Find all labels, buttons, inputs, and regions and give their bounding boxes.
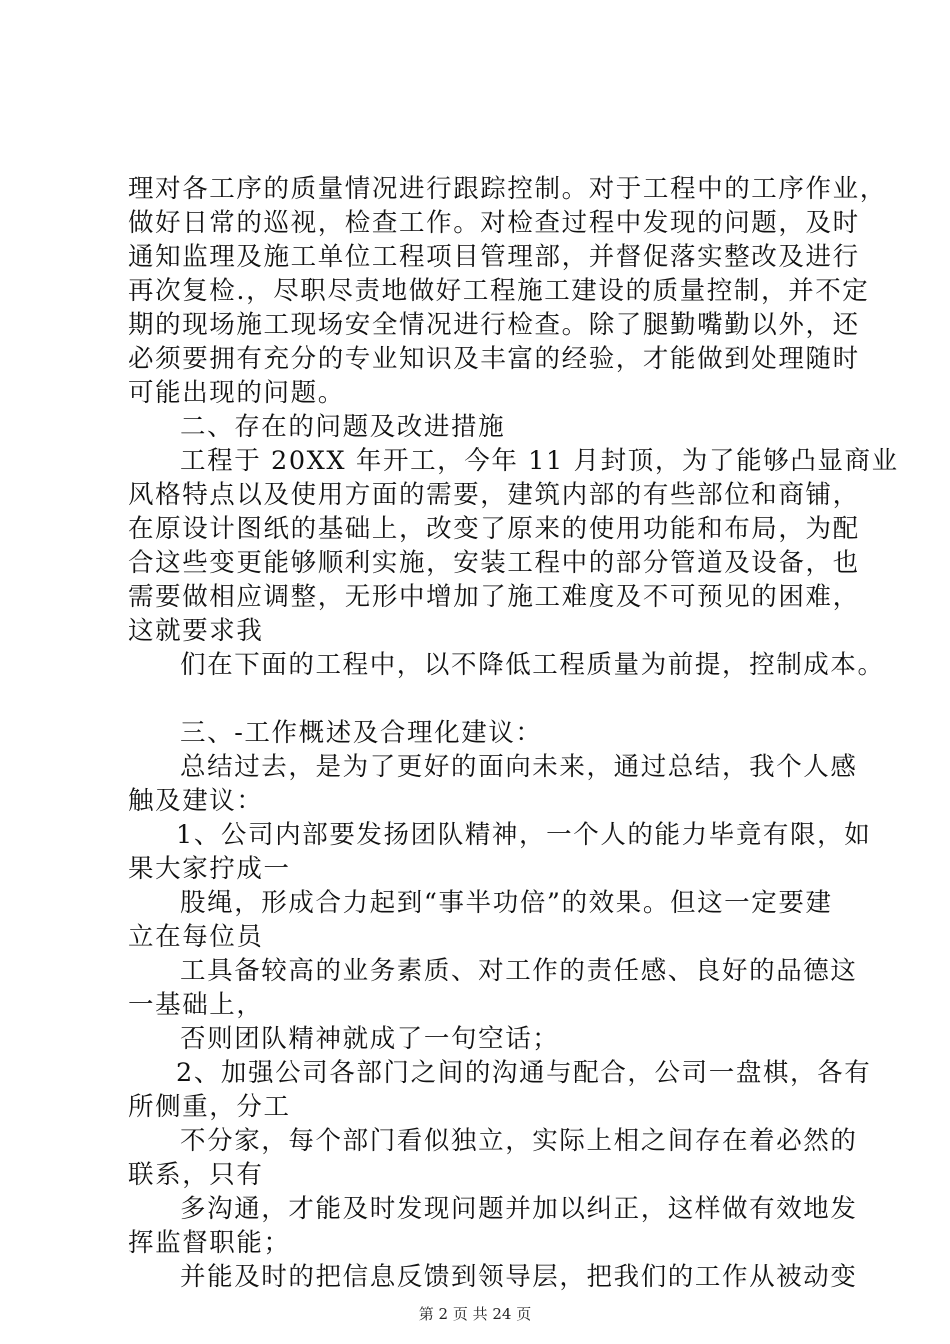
section-heading: 二、存在的问题及改进措施 (180, 412, 506, 442)
body-line: 总结过去，是为了更好的面向未来，通过总结，我个人感 (180, 752, 858, 782)
body-line: 做好日常的巡视，检查工作。对检查过程中发现的问题，及时 (128, 208, 860, 238)
body-line: 工程于 20XX 年开工，今年 11 月封顶，为了能够凸显商业 (180, 446, 899, 476)
body-line: 挥监督职能； (128, 1228, 291, 1258)
body-line: 期的现场施工现场安全情况进行检查。除了腿勤嘴勤以外，还 (128, 310, 860, 340)
body-line: 并能及时的把信息反馈到领导层，把我们的工作从被动变 (180, 1262, 858, 1292)
body-line: 在原设计图纸的基础上，改变了原来的使用功能和布局，为配 (128, 514, 860, 544)
body-line: 工具备较高的业务素质、对工作的责任感、良好的品德这 (180, 956, 858, 986)
section-heading: 三、-工作概述及合理化建议： (180, 718, 543, 748)
body-line: 再次复检.，尽职尽责地做好工程施工建设的质量控制，并不定 (128, 276, 870, 306)
body-line: 不分家，每个部门看似独立，实际上相之间存在着必然的 (180, 1126, 858, 1156)
body-line: 触及建议： (128, 786, 264, 816)
list-item: 2、加强公司各部门之间的沟通与配合，公司一盘棋，各有 (176, 1058, 872, 1088)
body-line: 这就要求我 (128, 616, 264, 646)
body-line: 所侧重，分工 (128, 1092, 291, 1122)
body-line: 一基础上， (128, 990, 264, 1020)
body-line: 理对各工序的质量情况进行跟踪控制。对于工程中的工序作业， (128, 174, 887, 204)
list-item: 1、公司内部要发扬团队精神，一个人的能力毕竟有限，如 (176, 820, 872, 850)
body-line: 立在每位员 (128, 922, 264, 952)
body-line: 必须要拥有充分的专业知识及丰富的经验，才能做到处理随时 (128, 344, 860, 374)
body-line: 股绳，形成合力起到“事半功倍”的效果。但这一定要建 (180, 888, 833, 918)
page-footer: 第 2 页 共 24 页 (418, 1305, 532, 1323)
body-line: 可能出现的问题。 (128, 378, 345, 408)
body-line: 需要做相应调整，无形中增加了施工难度及不可预见的困难， (128, 582, 860, 612)
body-line: 风格特点以及使用方面的需要，建筑内部的有些部位和商铺， (128, 480, 860, 510)
body-line: 联系，只有 (128, 1160, 264, 1190)
body-line: 合这些变更能够顺利实施，安装工程中的部分管道及设备，也 (128, 548, 860, 578)
body-line: 们在下面的工程中，以不降低工程质量为前提，控制成本。 (180, 650, 885, 680)
body-line: 多沟通，才能及时发现问题并加以纠正，这样做有效地发 (180, 1194, 858, 1224)
body-line: 通知监理及施工单位工程项目管理部，并督促落实整改及进行 (128, 242, 860, 272)
body-line: 否则团队精神就成了一句空话； (180, 1024, 560, 1054)
body-line: 果大家拧成一 (128, 854, 291, 884)
